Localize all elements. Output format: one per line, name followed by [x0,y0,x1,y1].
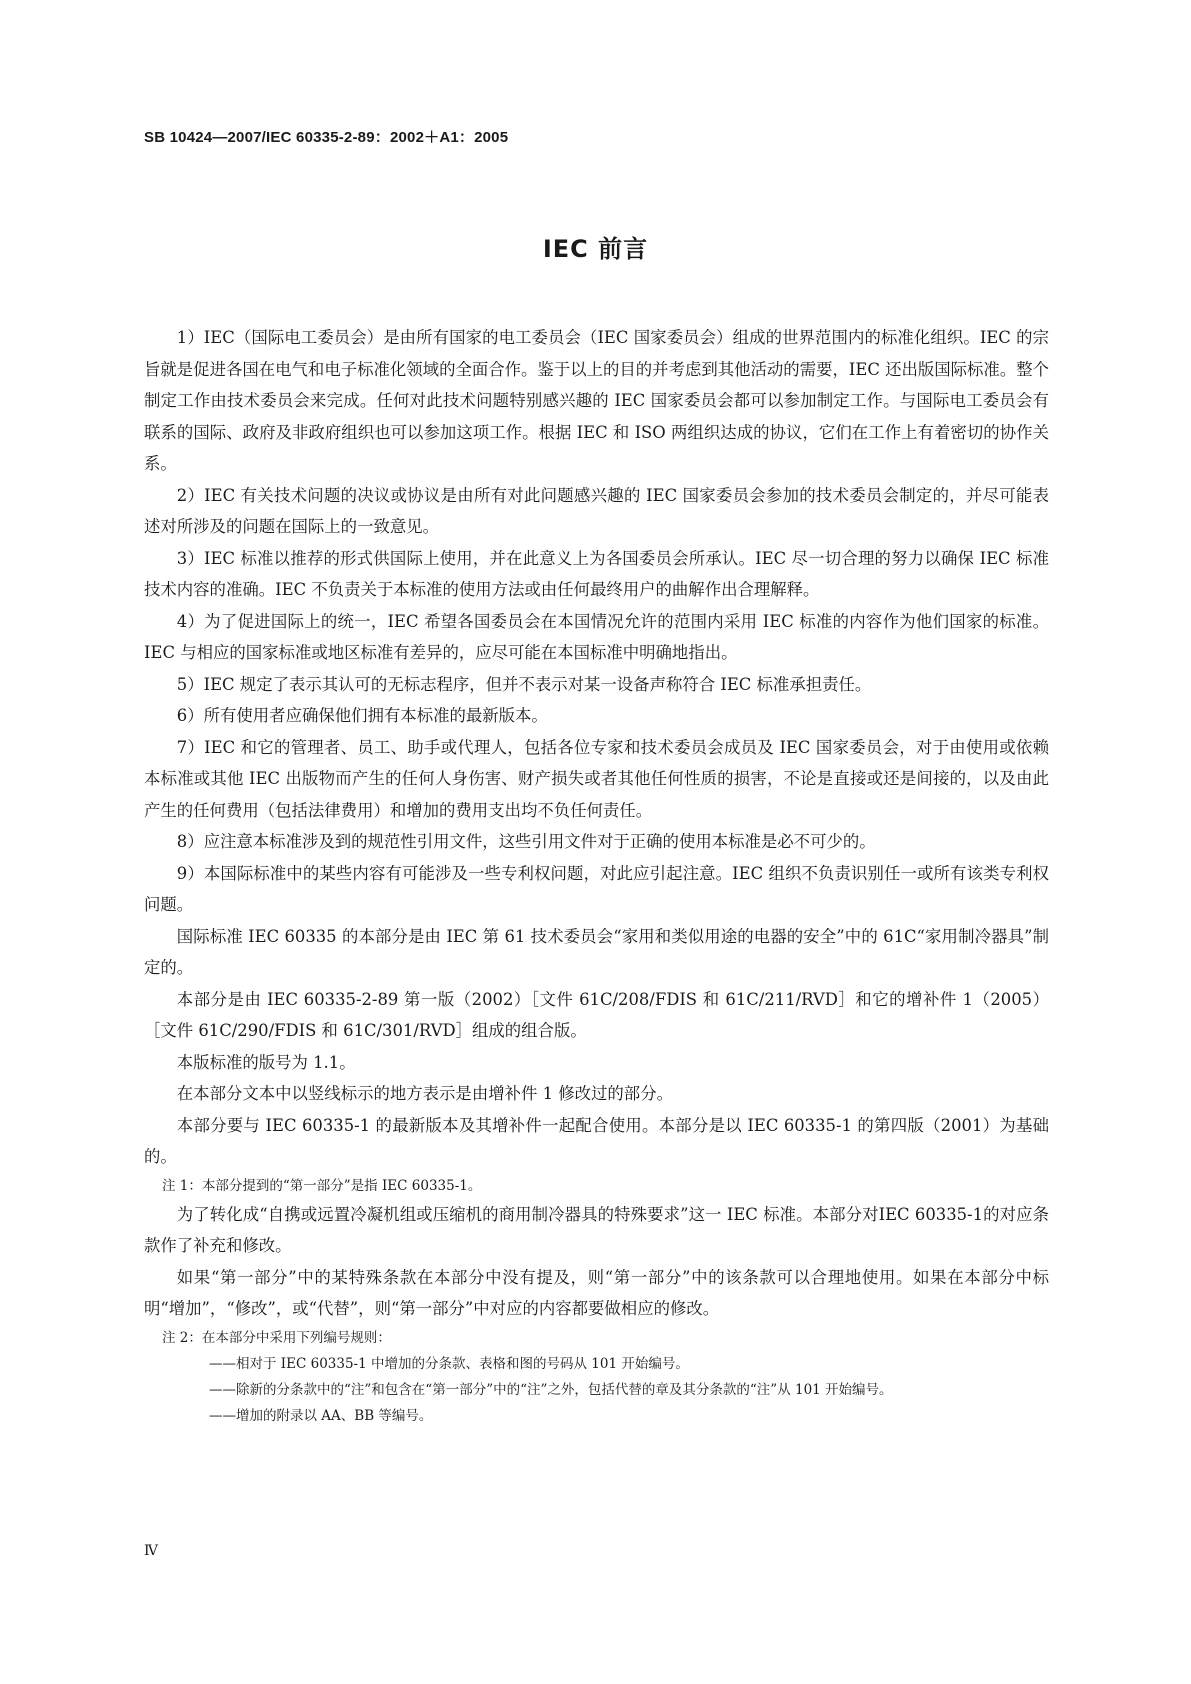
clause-5: 5）IEC 规定了表示其认可的无标志程序，但并不表示对某一设备声称符合 IEC 标准承担责任。 [176,674,872,694]
page-title: IEC 前言 [542,235,649,263]
clause-9: 9）本国际标准中的某些内容有可能涉及一些专利权问题，对此应引起注意。IEC 组织不负责识别任一或所有该类专利权问题。 [144,863,1049,914]
applicability-paragraph: 如果“第一部分”中的某特殊条款在本部分中没有提及，则“第一部分”中的该条款可以合理地使用。如果在本部分中标明“增加”，“修改”，或“代替”，则“第一部分”中对应的内容都要做相应的修改。 [144,1267,1049,1318]
edition-paragraph: 本部分是由 IEC 60335-2-89 第一版（2002）［文件 61C/208/FDIS 和 61C/211/RVD］和它的增补件 1（2005）［文件 61C/290/FDIS 和 61C/301/RVD］组成的组合版。 [144,989,1049,1040]
standard-header: SB 10424—2007/IEC 60335-2-89：2002＋A1：2005 [144,129,509,146]
clause-1: 1）IEC（国际电工委员会）是由所有国家的电工委员会（IEC 国家委员会）组成的世界范围内的标准化组织。IEC 的宗旨就是促进各国在电气和电子标准化领域的全面合作。鉴于以上的目的并考虑到其他活动的需要，IEC 还出版国际标准。整个制定工作由技术委员会来完成。任何对此技术问题特别感兴趣的 IEC 国家委员会都可以参加制定工作。与国际电工委员会有联系的国际、政府及非政府组织也可以参加这项工作。根据 IEC 和 ISO 两组织达成的协议，它们在工作上有着密切的协作关系。 [144,328,1049,473]
clause-6: 6）所有使用者应确保他们拥有本标准的最新版本。 [176,706,548,725]
amendment-marking-paragraph: 在本部分文本中以竖线标示的地方表示是由增补件 1 修改过的部分。 [176,1084,673,1103]
clause-3: 3）IEC 标准以推荐的形式供国际上使用，并在此意义上为各国委员会所承认。IEC 尽一切合理的努力以确保 IEC 标准技术内容的准确。IEC 不负责关于本标准的使用方法或由任何最终用户的曲解作出合理解释。 [144,548,1049,599]
committee-paragraph: 国际标准 IEC 60335 的本部分是由 IEC 第 61 技术委员会“家用和类似用途的电器的安全”中的 61C“家用制冷器具”制定的。 [144,926,1049,977]
note-2-label: 注 2：在本部分中采用下列编号规则： [162,1329,391,1346]
note-2-item: ——相对于 IEC 60335-1 中增加的分条款、表格和图的号码从 101 开始编号。 [209,1355,689,1372]
usage-paragraph: 本部分要与 IEC 60335-1 的最新版本及其增补件一起配合使用。本部分是以 IEC 60335-1 的第四版（2001）为基础的。 [144,1115,1049,1166]
note-2-item: ——增加的附录以 AA、BB 等编号。 [209,1407,433,1424]
document-body [144,322,1049,1429]
clause-2: 2）IEC 有关技术问题的决议或协议是由所有对此问题感兴趣的 IEC 国家委员会参加的技术委员会制定的，并尽可能表述对所涉及的问题在国际上的一致意见。 [144,485,1049,536]
page-number: Ⅳ [144,1543,158,1559]
version-paragraph: 本版标准的版号为 1.1。 [176,1052,356,1072]
conversion-paragraph: 为了转化成“自携或远置冷凝机组或压缩机的商用制冷器具的特殊要求”这一 IEC 标准。本部分对IEC 60335-1的对应条款作了补充和修改。 [144,1204,1049,1255]
note-1: 注 1：本部分提到的“第一部分”是指 IEC 60335-1。 [162,1177,482,1194]
clause-4: 4）为了促进国际上的统一，IEC 希望各国委员会在本国情况允许的范围内采用 IEC 标准的内容作为他们国家的标准。IEC 与相应的国家标准或地区标准有差异的，应尽可能在本国标准中明确地指出。 [144,611,1049,662]
clause-8: 8）应注意本标准涉及到的规范性引用文件，这些引用文件对于正确的使用本标准是必不可少的。 [176,832,876,851]
note-2-item: ——除新的分条款中的“注”和包含在“第一部分”中的“注”之外，包括代替的章及其分条款的“注”从 101 开始编号。 [209,1381,893,1398]
clause-7: 7）IEC 和它的管理者、员工、助手或代理人，包括各位专家和技术委员会成员及 IEC 国家委员会，对于由使用或依赖本标准或其他 IEC 出版物而产生的任何人身伤害、财产损失或者其他任何性质的损害，不论是直接或还是间接的，以及由此产生的任何费用（包括法律费用）和增加的费用支出均不负任何责任。 [144,737,1049,820]
